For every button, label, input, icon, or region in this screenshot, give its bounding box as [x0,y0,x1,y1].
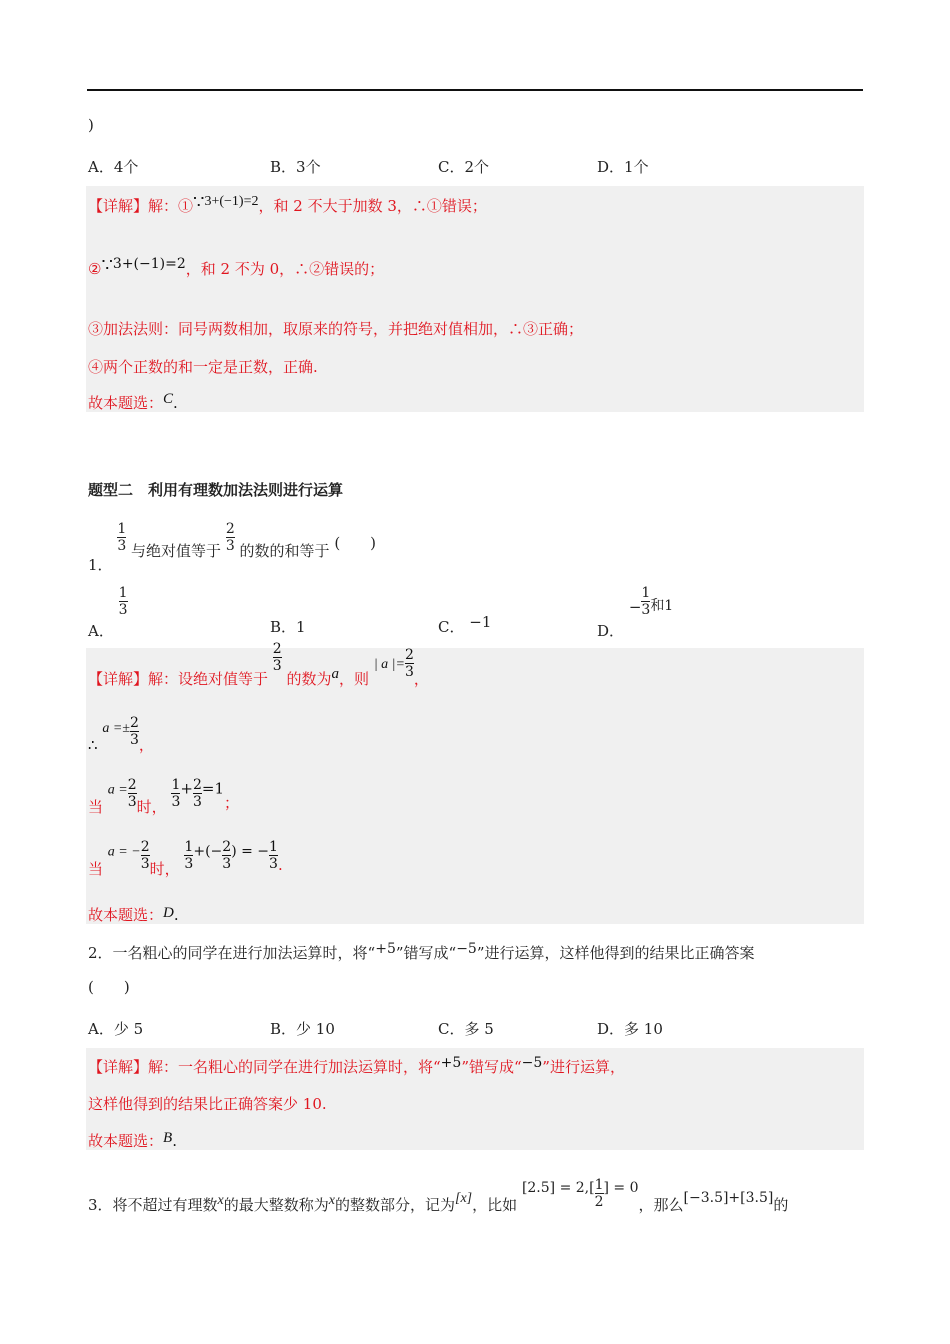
therefore-symbol: ∴ [88,735,98,754]
answer1-neg-frac-3: $\frac{1}{3}$ [269,839,278,872]
answer1-eq-neg: a = − [107,844,141,860]
q1-option-a-label: A． [88,621,114,640]
answer1-choice-prefix: 故本题选： [88,906,164,924]
q3-text-mid3: ，比如 [472,1195,518,1214]
answer0-line4: ④两个正数的和一定是正数，正确. [88,358,318,376]
answer1-neg-mid-2: ) = − [231,843,270,860]
q3-text-mid1: 的最大整数称为 [223,1195,329,1214]
answer1-choice-period: . [173,906,179,924]
q1-option-d-post: 和1 [650,597,674,614]
q2-option-c[interactable]: C．多 5 [438,1020,494,1038]
answer2-line1 [88,1056,625,1077]
answer0-period: . [173,394,178,412]
answer0-circle-2: ② [88,260,102,278]
q1-option-a-fraction: $\frac{1}{3}$ [118,585,128,618]
answer0-line2 [88,255,385,279]
q1-number: 1． [88,555,113,574]
answer1-frac-3: $\frac{2}{3}$ [127,777,137,810]
answer0-math-1: 3+(−1)=2 [204,194,259,209]
answer0-line3: ③加法法则：同号两数相加，取原来的符号，并把绝对值相加，∴③正确； [88,320,584,338]
q1-option-a[interactable] [88,585,128,640]
q3-example-2: ] = 0 [603,1179,639,1196]
q3-text-pre: 3．将不超过有理数 [88,1195,218,1214]
q1-fraction-2: $\frac{2}{3}$ [225,521,235,554]
answer1-when: 当 [88,797,104,816]
answer2-line3 [88,1130,177,1151]
question-2-line2: ( ) [88,978,130,996]
q1-option-c[interactable] [438,614,491,635]
answer2-choice-prefix: 故本题选： [88,1132,164,1150]
q2-option-d[interactable]: D．多 10 [597,1020,663,1038]
q1-option-b[interactable]: B．1 [270,618,306,636]
q2-option-a[interactable]: A．少 5 [88,1020,144,1038]
q1-option-d[interactable] [597,585,674,640]
q3-var-x-2: x [328,1192,335,1208]
option-b[interactable]: B．3个 [270,158,321,176]
answer1-var-a: a [331,665,340,682]
answer1-eq-pm: a =± [102,720,130,736]
answer-box-2 [86,1048,864,1150]
answer1-line5 [88,904,179,925]
option-d[interactable]: D．1个 [597,158,649,176]
answer1-eq: a = [107,782,128,798]
q1-option-c-label: C． [438,618,465,636]
q3-expression: [−3.5]+[3.5] [683,1189,774,1206]
header-rule [87,89,863,91]
q1-option-d-label: D． [597,621,625,640]
q1-option-d-sign: − [628,597,642,616]
answer1-line3 [88,774,240,816]
answer2-text-mid: ”错写成“ [461,1058,522,1076]
answer1-line4 [88,836,283,878]
answer1-frac-pm: $\frac{2}{3}$ [129,715,139,748]
answer1-frac-1: $\frac{2}{3}$ [272,641,282,674]
answer0-text-2: ，和 2 不为 0，∴②错误的； [185,260,385,278]
q3-text-mid4: ，那么 [638,1195,684,1214]
answer2-text-pre: 【详解】解：一名粗心的同学在进行加法运算时，将“ [88,1058,441,1076]
answer1-calc-frac-2: $\frac{2}{3}$ [192,777,202,810]
because-symbol: ∵ [193,192,205,213]
answer0-math-2: 3+(−1)=2 [112,256,186,272]
q2-option-b[interactable]: B．少 10 [270,1020,335,1038]
answer2-line2: 这样他得到的结果比正确答案少 10. [88,1095,327,1113]
answer1-semicolon: ； [224,793,240,812]
q2-minus5: −5 [456,941,477,957]
answer1-plus: + [180,779,193,798]
q2-plus5: +5 [375,941,396,957]
because-symbol-2: ∵ [101,255,113,276]
answer0-intro: 【详解】解：① [88,197,194,215]
question-1 [88,521,377,574]
answer2-text-post: ”进行运算， [542,1058,625,1076]
answer0-choice-prefix: 故本题选： [88,394,164,412]
option-c[interactable]: C．2个 [438,158,490,176]
q1-option-c-value: −1 [469,613,492,631]
q2-text-pre: 2．一名粗心的同学在进行加法运算时，将“ [88,944,376,962]
answer0-line5 [88,392,178,413]
q2-text-post: ”进行运算，这样他得到的结果比正确答案 [476,944,755,962]
option-a[interactable]: A．4个 [88,158,139,176]
answer1-comma-2: ， [138,735,154,754]
answer1-choice: D [163,905,174,921]
answer0-line1 [88,192,487,216]
answer1-when-2: 当 [88,859,104,878]
answer1-period: . [277,855,283,874]
q3-bracket-x: [x] [455,1190,473,1206]
closing-paren: ) [88,116,94,134]
section-title: 题型二 利用有理数加法法则进行运算 [88,481,344,499]
answer1-text-then: ，则 [339,669,370,688]
q3-example-1: [2.5] = 2,[ [521,1179,595,1196]
question-3 [88,1170,789,1214]
answer0-text-1: ，和 2 不大于加数 3，∴①错误； [258,197,487,215]
q3-example-frac: $\frac{1}{2}$ [594,1177,604,1210]
answer1-text-mid: 的数为 [286,669,332,688]
answer1-line1 [88,641,429,688]
answer1-neg-mid: +(− [193,843,223,860]
answer1-abs: | a |= [373,656,405,672]
q1-option-d-fraction: $\frac{1}{3}$ [641,585,651,618]
answer1-comma: ， [413,669,429,688]
answer1-result: =1 [201,779,225,798]
answer1-frac-neg: $\frac{2}{3}$ [140,839,150,872]
q1-paren: ( ) [334,533,377,552]
q1-text-post: 的数的和等于 [239,541,330,560]
answer2-plus5: +5 [440,1055,462,1071]
answer1-neg-frac-2: $\frac{2}{3}$ [222,839,232,872]
question-2-line1 [88,942,755,963]
answer2-minus5: −5 [521,1055,543,1071]
answer1-frac-2: $\frac{2}{3}$ [404,647,414,680]
q1-text-mid: 与绝对值等于 [131,541,222,560]
q2-text-mid: ”错写成“ [395,944,457,962]
answer-box-0 [86,186,864,412]
answer2-choice: B [163,1130,173,1146]
answer1-intro: 【详解】解：设绝对值等于 [88,669,269,688]
q1-fraction-1: $\frac{1}{3}$ [117,521,127,554]
answer1-time-2: 时， [149,859,180,878]
answer1-neg-frac-1: $\frac{1}{3}$ [184,839,194,872]
answer1-time: 时， [136,797,167,816]
answer-box-1 [86,641,864,924]
answer2-period: . [172,1132,177,1150]
answer1-line2 [88,712,154,754]
q3-var-x-1: x [217,1192,224,1208]
answer1-calc-frac-1: $\frac{1}{3}$ [171,777,181,810]
answer0-choice: C [163,391,174,407]
q3-text-post: 的 [773,1195,789,1214]
q3-text-mid2: 的整数部分，记为 [335,1195,456,1214]
